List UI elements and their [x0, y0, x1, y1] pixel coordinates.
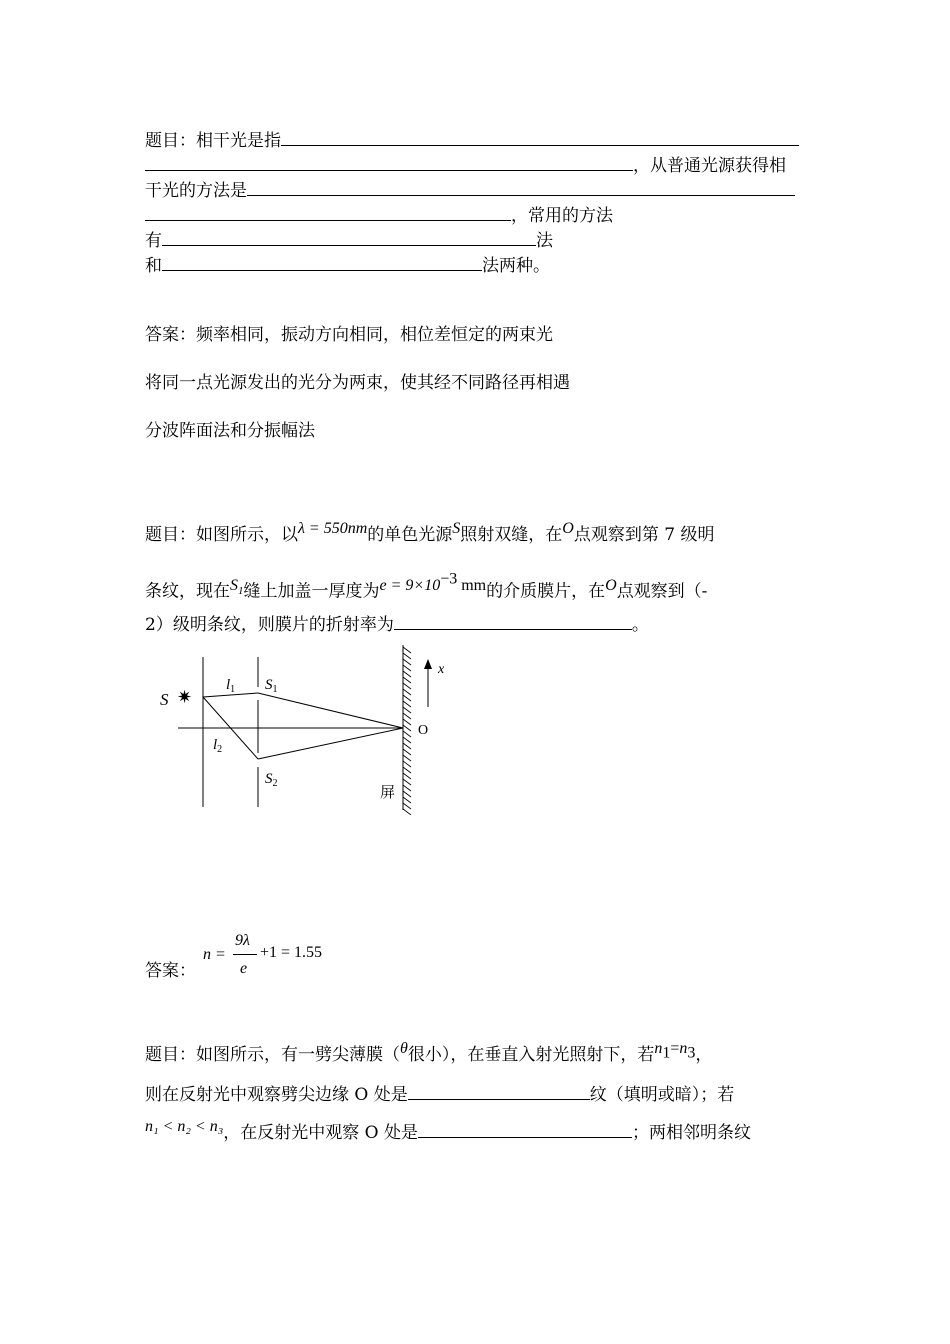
q2-blank[interactable]	[394, 612, 632, 630]
hatch-mark	[403, 701, 411, 707]
hatch-mark	[403, 767, 411, 773]
q1-blank-1[interactable]	[281, 128, 799, 146]
hatch-mark	[403, 719, 411, 725]
a2-fraction-bar	[233, 954, 257, 955]
q2-source-s: S	[452, 520, 461, 537]
hatch-mark	[403, 707, 411, 713]
q2-thickness: $e = 9\times 10^{-3}$ mm	[379, 570, 487, 594]
q2-text-9-end: 。	[631, 615, 649, 635]
fig-o-label: O	[418, 723, 429, 738]
hatch-mark	[403, 797, 411, 803]
q3-blank-2[interactable]	[418, 1120, 632, 1138]
q2-point-o-2: O	[605, 576, 617, 594]
hatch-mark	[403, 671, 411, 677]
q1-line-1	[145, 128, 799, 152]
hatch-mark	[403, 695, 411, 701]
q1-line-6	[145, 253, 550, 277]
a2-rest: +1 = 1.55	[260, 944, 323, 961]
q1-part4: ，常用的方法	[511, 206, 613, 226]
fig-source-label: S	[160, 690, 169, 709]
q3-line-1	[145, 1040, 713, 1071]
q1-blank-2[interactable]	[247, 178, 795, 196]
q3-line3-text: ，在反射光中观察 O 处是	[223, 1123, 419, 1143]
q1-blank-4[interactable]	[162, 253, 482, 271]
double-slit-figure	[150, 645, 450, 815]
fig-s1-label: $S_1$	[265, 677, 278, 695]
q3-line3-end: ；两相邻明条纹	[632, 1123, 752, 1143]
a1-prefix: 答案：	[145, 325, 196, 345]
hatch-mark	[403, 677, 411, 683]
hatch-mark	[403, 785, 411, 791]
a1-line-1	[145, 324, 553, 346]
x-arrow-head	[424, 659, 432, 669]
hatch-mark	[403, 761, 411, 767]
q2-point-o: O	[562, 520, 574, 537]
a2-denominator: e	[240, 960, 248, 977]
fig-l2-label: $l_2$	[213, 737, 223, 755]
hatch-mark	[403, 653, 411, 659]
q2-text-5: 条纹，现在	[145, 581, 230, 602]
q1-blank-3[interactable]	[162, 228, 536, 246]
screen-hatching	[403, 647, 411, 815]
q2-text-4: 点观察到第 7 级明	[573, 525, 715, 545]
q3-line-3	[145, 1120, 751, 1145]
hatch-mark	[403, 647, 411, 653]
hatch-mark	[403, 803, 411, 809]
hatch-mark	[403, 743, 411, 749]
q3-text-3: ，	[695, 1045, 713, 1065]
q3-blank-1[interactable]	[408, 1082, 590, 1100]
q1-prefix: 题目：相干光是指	[145, 131, 281, 151]
q1-blank-1-cont[interactable]	[145, 153, 633, 171]
a1-line-2: 将同一点光源发出的光分为两束，使其经不同路径再相遇	[145, 373, 570, 393]
a2-prefix: 答案：	[145, 961, 196, 981]
ray-s2-o	[258, 728, 403, 759]
q3-line-2	[145, 1082, 734, 1106]
hatch-mark	[403, 737, 411, 743]
q2-line-1	[145, 520, 715, 547]
q1-line-4	[145, 203, 613, 227]
q1-line-5	[145, 228, 553, 252]
hatch-mark	[403, 779, 411, 785]
ray-s1-o	[258, 693, 403, 728]
a1-line-3: 分波阵面法和分振幅法	[145, 421, 315, 441]
q3-n1-eq-n3: $n_1=n_3$	[654, 1040, 696, 1062]
hatch-mark	[403, 713, 411, 719]
q2-text-2: 的单色光源	[367, 525, 453, 545]
hatch-mark	[403, 749, 411, 755]
q2-text-8: 点观察到（-	[616, 581, 708, 602]
q3-theta: θ	[400, 1040, 408, 1057]
q1-part5: 有	[145, 231, 162, 251]
fig-l1-label: $l_1$	[226, 677, 236, 695]
q1-part3: 干光的方法是	[145, 181, 247, 201]
fig-x-label: x	[438, 662, 445, 677]
q1-part2: ，从普通光源获得相	[633, 156, 786, 176]
q2-text-6: 缝上加盖一厚度为	[243, 581, 380, 602]
q3-inequality: n₁ < n₂ < n₃	[145, 1118, 224, 1135]
star-icon: ✷	[177, 687, 193, 707]
q2-text-9: 2）级明条纹，则膜片的折射率为	[145, 615, 394, 635]
hatch-mark	[403, 809, 411, 815]
q3-prefix: 题目：如图所示，有一劈尖薄膜（	[145, 1045, 400, 1065]
q1-line-2	[145, 153, 786, 177]
fig-screen-label: 屏	[380, 785, 396, 801]
hatch-mark	[403, 725, 411, 731]
q2-prefix: 题目：如图所示，以	[145, 525, 298, 545]
q2-slit-s1: $S_1$	[230, 576, 244, 597]
q3-line2-end: 纹（填明或暗）；若	[589, 1085, 735, 1105]
a2-line	[145, 960, 196, 982]
q2-line-3	[145, 612, 649, 636]
a1-text-1: 频率相同，振动方向相同，相位差恒定的两束光	[196, 325, 553, 345]
q3-text-2: 很小），在垂直入射光照射下，若	[407, 1045, 655, 1065]
fig-s2-label: $S_2$	[265, 771, 278, 789]
q2-text-3: 照射双缝，在	[460, 525, 563, 545]
q1-part6-end: 法两种。	[482, 256, 550, 276]
q1-part5-end: 法	[536, 231, 553, 251]
q1-blank-2-cont[interactable]	[145, 203, 511, 221]
hatch-mark	[403, 731, 411, 737]
q2-text-7: 的介质膜片，在	[486, 581, 606, 602]
q2-lambda: λ = 550nm	[298, 520, 368, 537]
hatch-mark	[403, 683, 411, 689]
q2-line-2	[145, 570, 708, 609]
hatch-mark	[403, 665, 411, 671]
hatch-mark	[403, 689, 411, 695]
q1-line-3	[145, 178, 795, 202]
hatch-mark	[403, 659, 411, 665]
hatch-mark	[403, 791, 411, 797]
q1-part6: 和	[145, 256, 162, 276]
a2-numerator: 9λ	[235, 932, 250, 949]
q3-line2-text: 则在反射光中观察劈尖边缘 O 处是	[145, 1085, 408, 1105]
a2-n-eq: n =	[203, 946, 226, 963]
hatch-mark	[403, 755, 411, 761]
hatch-mark	[403, 773, 411, 779]
